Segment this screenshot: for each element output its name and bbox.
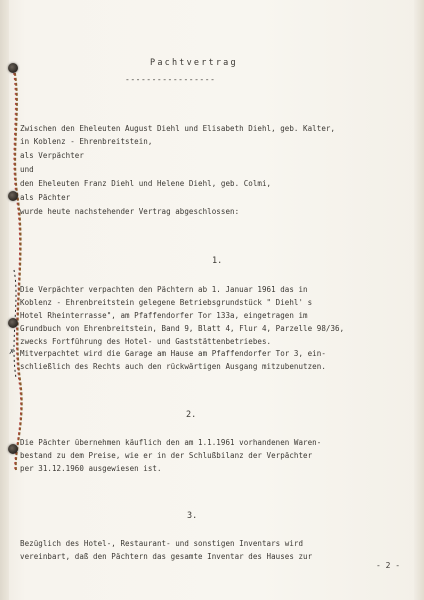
paper-spine (0, 0, 9, 600)
binding-hole-3 (8, 318, 18, 328)
section1-line: Die Verpächter verpachten den Pächtern ab 1. Januar 1961 das in (20, 285, 308, 294)
intro-line: als Pächter (20, 193, 71, 202)
intro-line: in Koblenz - Ehrenbreitstein, (20, 137, 153, 146)
section3-line: vereinbart, daß den Pächtern das gesamte Inventar des Hauses zur (20, 552, 313, 561)
section-number: 2. (186, 410, 197, 420)
section2-line: per 31.12.1960 ausgewiesen ist. (20, 464, 162, 473)
section2-line: bestand zu dem Preise, wie er in der Schlußbilanz der Verpächter (20, 451, 313, 460)
section1-line: schließlich des Rechts auch den rückwärtigen Ausgang mitzubenutzen. (20, 362, 326, 371)
binding-hole-2 (8, 191, 18, 201)
section2-line: Die Pächter übernehmen käuflich den am 1.1.1961 vorhandenen Waren- (20, 438, 322, 447)
intro-line: als Verpächter (20, 151, 84, 160)
section1-line: zwecks Fortführung des Hotel- und Gaststättenbetriebes. (20, 337, 272, 346)
page-number: - 2 - (376, 561, 401, 570)
binding-hole-1 (8, 63, 18, 73)
intro-line: und (20, 165, 34, 174)
intro-line: wurde heute nachstehender Vertrag abgeschlossen: (20, 207, 240, 216)
paper-edge (414, 0, 424, 600)
section1-line: Mitverpachtet wird die Garage am Hause am Pfaffendorfer Tor 3, ein- (20, 349, 326, 358)
section-number: 1. (212, 256, 223, 266)
section1-line: Grundbuch von Ehrenbreitstein, Band 9, Blatt 4, Flur 4, Parzelle 98/36, (20, 324, 345, 333)
margin-mark: ✗ (9, 347, 15, 357)
section1-line: Koblenz - Ehrenbreitstein gelegene Betriebsgrundstück " Diehl' s (20, 298, 313, 307)
intro-line: den Eheleuten Franz Diehl und Helene Diehl, geb. Colmi, (20, 179, 272, 188)
intro-line: Zwischen den Eheleuten August Diehl und Elisabeth Diehl, geb. Kalter, (20, 124, 336, 133)
section-number: 3. (187, 511, 198, 521)
section3-line: Bezüglich des Hotel-, Restaurant- und sonstigen Inventars wird (20, 539, 304, 548)
section1-line: Hotel Rheinterrasse", am Pfaffendorfer Tor 133a, eingetragen im (20, 311, 308, 320)
document-title: Pachtvertrag (150, 58, 238, 68)
title-underline: ----------------- (125, 75, 216, 84)
binding-hole-4 (8, 444, 18, 454)
